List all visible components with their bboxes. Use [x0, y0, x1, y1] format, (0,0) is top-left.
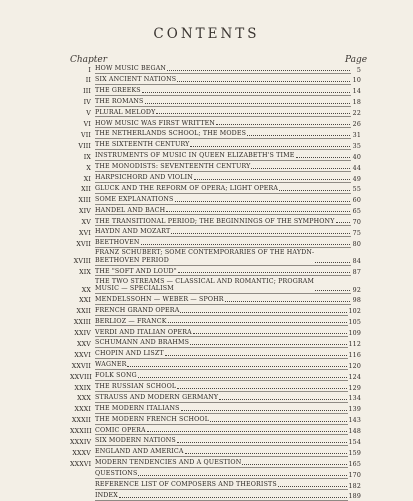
entry-title-underline: [95, 372, 348, 381]
entry-title-underline: [95, 174, 351, 183]
page-number: 5: [356, 66, 361, 74]
chapter-number: XXIII: [73, 319, 91, 327]
entry-title-underline: [95, 405, 348, 414]
dot-leader: [175, 201, 350, 202]
chapter-title: THE ROMANS: [95, 97, 144, 105]
entry-title-underline: [95, 470, 348, 479]
chapter-number: XV: [81, 219, 91, 227]
dot-leader: [336, 222, 350, 223]
entry-title-underline: [95, 437, 348, 446]
toc-entry: [70, 425, 361, 436]
entry-title-cell: [95, 470, 361, 479]
chapter-number: IV: [83, 99, 91, 107]
chapter-title: BEETHOVEN: [95, 239, 140, 247]
chapter-number: XXI: [79, 297, 91, 305]
dot-leader: [145, 103, 350, 104]
page-number: 182: [348, 482, 361, 490]
toc-entry: [70, 63, 361, 74]
entry-title-underline: [95, 98, 351, 107]
entry-title-underline: [95, 296, 351, 305]
contents-list: [70, 63, 361, 501]
toc-entry: [70, 403, 361, 414]
chapter-title: THE TRANSITIONAL PERIOD; THE BEGINNINGS OF THE SYMPHONY: [95, 217, 335, 225]
dot-leader: [315, 290, 350, 291]
page-number: 40: [352, 153, 361, 161]
contents-heading: CONTENTS: [153, 26, 260, 42]
entry-title-underline: [95, 329, 348, 338]
dot-leader: [190, 146, 350, 147]
dot-leader: [138, 377, 347, 378]
dot-leader: [251, 168, 350, 169]
page-number: 170: [348, 471, 361, 479]
page-number: 124: [348, 373, 361, 381]
entry-title-cell: [95, 239, 361, 248]
chapter-title: SIX ANCIENT NATIONS: [95, 75, 177, 83]
toc-entry: [70, 237, 361, 248]
entry-title-underline: [95, 185, 351, 194]
toc-entry: [70, 468, 361, 479]
dot-leader: [210, 421, 346, 422]
toc-entry: [70, 490, 361, 501]
dot-leader: [216, 124, 350, 125]
dot-leader: [279, 190, 350, 191]
chapter-number: XI: [83, 175, 91, 183]
entry-title-cell: [95, 174, 361, 183]
chapter-number: XVIII: [73, 258, 91, 266]
entry-title-cell: [95, 307, 361, 316]
entry-title-cell: [95, 437, 361, 446]
entry-title-underline: [95, 350, 348, 359]
page-number: 26: [352, 121, 361, 129]
toc-entry: [70, 359, 361, 370]
toc-entry: [70, 150, 361, 161]
chapter-number: XIX: [79, 269, 91, 277]
chapter-title: SIX MODERN NATIONS: [95, 437, 176, 445]
dot-leader: [166, 211, 350, 212]
entry-title-cell: [95, 448, 361, 457]
entry-title-underline: [95, 394, 348, 403]
page-number: 102: [348, 308, 361, 316]
dot-leader: [190, 344, 346, 345]
entry-title-cell: [95, 218, 361, 227]
toc-entry: [70, 276, 361, 293]
page-number: 112: [348, 340, 361, 348]
dot-leader: [177, 388, 346, 389]
entry-title-underline: [95, 130, 351, 139]
entry-title-underline: [95, 268, 351, 277]
entry-title-cell: [95, 249, 361, 265]
entry-title-underline: [95, 109, 351, 118]
entry-title-cell: [95, 120, 361, 129]
entry-title-cell: [95, 416, 361, 425]
chapter-number: VIII: [78, 142, 91, 150]
dot-leader: [165, 355, 347, 356]
chapter-title: PLURAL MELODY: [95, 108, 156, 116]
entry-title-cell: [95, 152, 361, 161]
chapter-number: XXXIV: [70, 438, 92, 446]
chapter-title: MODERN TENDENCIES AND A QUESTION: [95, 459, 242, 467]
dot-leader: [185, 453, 347, 454]
toc-entry: [70, 305, 361, 316]
entry-title-underline: [95, 196, 351, 205]
entry-title-underline: [95, 87, 351, 96]
dot-leader: [141, 244, 350, 245]
page-number: 87: [352, 269, 361, 277]
chapter-number: XXV: [77, 340, 91, 348]
toc-entry: [70, 370, 361, 381]
entry-title-cell: [95, 76, 361, 85]
entry-title-cell: [95, 405, 361, 414]
dot-leader: [177, 442, 347, 443]
dot-leader: [156, 113, 350, 114]
toc-entry: [70, 446, 361, 457]
chapter-title: FRENCH GRAND OPERA: [95, 306, 180, 314]
entry-title-cell: [95, 318, 361, 327]
entry-title-underline: [95, 65, 351, 74]
chapter-number: XXX: [77, 395, 91, 403]
entry-title-underline: [95, 207, 351, 216]
page-number: 10: [352, 77, 361, 85]
toc-entry: [70, 205, 361, 216]
entry-title-cell: [95, 492, 361, 501]
entry-title-underline: [95, 361, 348, 370]
entry-title-underline: [95, 318, 348, 327]
entry-title-cell: [95, 339, 361, 348]
page-number: 65: [352, 208, 361, 216]
dot-leader: [247, 135, 350, 136]
dot-leader: [225, 301, 350, 302]
chapter-title: REFERENCE LIST OF COMPOSERS AND THEORISTS: [95, 481, 277, 489]
toc-entry: [70, 248, 361, 265]
entry-title-underline: [95, 249, 351, 265]
entry-title-underline: [95, 141, 351, 150]
toc-entry: [70, 337, 361, 348]
dot-leader: [181, 410, 347, 411]
page-number: 189: [348, 493, 361, 501]
chapter-title: HOW MUSIC BEGAN: [95, 65, 167, 73]
dot-leader: [171, 233, 350, 234]
entry-title-cell: [95, 87, 361, 96]
toc-entry: [70, 414, 361, 425]
entry-title-cell: [95, 268, 361, 277]
page-number: 116: [348, 351, 361, 359]
chapter-title: WAGNER: [95, 361, 127, 369]
dot-leader: [278, 486, 347, 487]
toc-entry: [70, 326, 361, 337]
page-number: 55: [352, 186, 361, 194]
page-number: 165: [348, 460, 361, 468]
entry-title-cell: [95, 207, 361, 216]
toc-entry: [70, 479, 361, 490]
dot-leader: [194, 179, 350, 180]
toc-entry: [70, 226, 361, 237]
page-number: 159: [348, 449, 361, 457]
chapter-title: SCHUMANN AND BRAHMS: [95, 339, 190, 347]
toc-entry: [70, 392, 361, 403]
dot-leader: [127, 366, 346, 367]
toc-entry: [70, 172, 361, 183]
chapter-number: XXIV: [74, 330, 91, 338]
dot-leader: [315, 262, 350, 263]
entry-title-underline: [95, 339, 348, 348]
entry-title-underline: [95, 416, 348, 425]
entry-title-underline: [95, 383, 348, 392]
page-number: 44: [352, 164, 361, 172]
entry-title-cell: [95, 228, 361, 237]
entry-title-underline: [95, 278, 351, 294]
page-number: 134: [348, 395, 361, 403]
chapter-title: VERDI AND ITALIAN OPERA: [95, 328, 192, 336]
entry-title-underline: [95, 307, 348, 316]
toc-entry: [70, 183, 361, 194]
entry-title-cell: [95, 481, 361, 490]
entry-title-underline: [95, 427, 348, 436]
toc-entry: [70, 85, 361, 96]
chapter-number: XXVI: [74, 351, 91, 359]
chapter-number: VII: [81, 131, 91, 139]
dot-leader: [138, 475, 346, 476]
entry-title-cell: [95, 296, 361, 305]
entry-title-underline: [95, 120, 351, 129]
page-number: 120: [348, 362, 361, 370]
toc-entry: [70, 74, 361, 85]
chapter-number: XXXIII: [70, 428, 92, 436]
chapter-number: V: [86, 110, 91, 118]
chapter-title: FOLK SONG: [95, 372, 137, 380]
entry-title-underline: [95, 76, 351, 85]
chapter-title: GLUCK AND THE REFORM OF OPERA; LIGHT OPERA: [95, 184, 279, 192]
chapter-title: ENGLAND AND AMERICA: [95, 448, 184, 456]
chapter-number: III: [83, 88, 91, 96]
chapter-number: XXXVI: [70, 460, 92, 468]
chapter-number: X: [86, 164, 91, 172]
chapter-title: THE MONODISTS: SEVENTEENTH CENTURY: [95, 163, 251, 171]
entry-title-cell: [95, 350, 361, 359]
entry-title-cell: [95, 383, 361, 392]
chapter-number: XVII: [76, 240, 91, 248]
dot-leader: [242, 464, 346, 465]
chapter-title: QUESTIONS: [95, 470, 138, 478]
chapter-title: HARPSICHORD AND VIOLIN: [95, 174, 193, 181]
chapter-number: XXXII: [71, 417, 91, 425]
entry-title-cell: [95, 459, 361, 468]
chapter-title: THE TWO STREAMS — CLASSICAL AND ROMANTIC; PROGRAM MUSIC — SPECIALISM: [95, 277, 315, 293]
toc-entry: [70, 107, 361, 118]
page-number: 143: [348, 417, 361, 425]
entry-title-cell: [95, 427, 361, 436]
chapter-number: XXVIII: [70, 373, 92, 381]
page-number: 154: [348, 438, 361, 446]
chapter-number: XII: [81, 186, 91, 194]
dot-leader: [142, 92, 350, 93]
chapter-title: HAYDN AND MOZART: [95, 228, 171, 236]
chapter-number: IX: [83, 153, 91, 161]
entry-title-underline: [95, 459, 348, 468]
chapter-title: THE GREEKS: [95, 86, 141, 94]
entry-title-underline: [95, 152, 351, 161]
entry-title-cell: [95, 372, 361, 381]
page-number: 109: [348, 330, 361, 338]
entry-title-underline: [95, 481, 348, 490]
page-number: 98: [352, 297, 361, 305]
toc-entry: [70, 161, 361, 172]
entry-title-underline: [95, 492, 348, 501]
page-number: 60: [352, 197, 361, 205]
dot-leader: [193, 333, 347, 334]
toc-entry: [70, 266, 361, 277]
chapter-title: CHOPIN AND LISZT: [95, 350, 164, 358]
chapter-title: THE NETHERLANDS SCHOOL; THE MODES: [95, 130, 247, 138]
page-number: 139: [348, 406, 361, 414]
dot-leader: [178, 272, 350, 273]
entry-title-cell: [95, 361, 361, 370]
toc-entry: [70, 96, 361, 107]
page-number: 129: [348, 384, 361, 392]
toc-entry: [70, 215, 361, 226]
page-column-label: Page: [345, 55, 368, 65]
chapter-number: VI: [83, 121, 91, 129]
entry-title-cell: [95, 185, 361, 194]
toc-entry: [70, 316, 361, 327]
page-number: 49: [352, 175, 361, 183]
chapter-number: XX: [81, 286, 91, 294]
chapter-title: HOW MUSIC WAS FIRST WRITTEN: [95, 119, 216, 127]
chapter-number: XXII: [76, 308, 91, 316]
page-number: 75: [352, 229, 361, 237]
chapter-title: THE MODERN ITALIANS: [95, 404, 180, 412]
toc-entry: [70, 348, 361, 359]
dot-leader: [167, 70, 350, 71]
dot-leader: [180, 312, 346, 313]
chapter-title: INSTRUMENTS OF MUSIC IN QUEEN ELIZABETH'S TIME: [95, 152, 295, 160]
entry-title-cell: [95, 65, 361, 74]
entry-title-cell: [95, 329, 361, 338]
chapter-title: COMIC OPERA: [95, 426, 146, 434]
chapter-number: XXXV: [72, 449, 91, 457]
chapter-title: THE MODERN FRENCH SCHOOL: [95, 415, 210, 423]
toc-entry: [70, 194, 361, 205]
dot-leader: [219, 399, 346, 400]
entry-title-cell: [95, 109, 361, 118]
chapter-title: THE "SOFT AND LOUD": [95, 267, 177, 275]
chapter-number: I: [88, 66, 91, 74]
chapter-title: THE SIXTEENTH CENTURY: [95, 141, 190, 149]
entry-title-underline: [95, 448, 348, 457]
chapter-number: XIV: [79, 208, 91, 216]
toc-entry: [70, 435, 361, 446]
entry-title-cell: [95, 141, 361, 150]
entry-title-underline: [95, 239, 351, 248]
chapter-title: MENDELSSOHN — WEBER — SPOHR: [95, 295, 224, 303]
chapter-number: XXXI: [74, 406, 91, 414]
toc-entry: [70, 381, 361, 392]
entry-title-cell: [95, 98, 361, 107]
dot-leader: [177, 81, 350, 82]
dot-leader: [147, 431, 347, 432]
chapter-title: STRAUSS AND MODERN GERMANY: [95, 393, 219, 401]
chapter-title: BERLIOZ — FRANCK: [95, 317, 167, 325]
page-number: 22: [352, 110, 361, 118]
toc-entry: [70, 139, 361, 150]
chapter-number: XVI: [79, 229, 91, 237]
dot-leader: [168, 322, 347, 323]
page-number: 14: [352, 88, 361, 96]
entry-title-cell: [95, 163, 361, 172]
chapter-number: XIII: [78, 197, 91, 205]
entry-title-cell: [95, 278, 361, 294]
page-number: 35: [352, 142, 361, 150]
dot-leader: [296, 157, 351, 158]
chapter-column-label: Chapter: [70, 55, 108, 65]
entry-title-underline: [95, 228, 351, 237]
chapter-number: XXIX: [74, 384, 91, 392]
page-number: 84: [352, 258, 361, 266]
chapter-title: SOME EXPLANATIONS: [95, 195, 174, 203]
chapter-title: INDEX: [95, 491, 118, 499]
page-number: 148: [348, 428, 361, 436]
page-number: 105: [348, 319, 361, 327]
page-number: 92: [352, 286, 361, 294]
toc-entry: [70, 117, 361, 128]
entry-title-underline: [95, 218, 351, 227]
chapter-title: THE RUSSIAN SCHOOL: [95, 383, 177, 391]
chapter-title: HANDEL AND BACH: [95, 206, 166, 214]
toc-entry: [70, 294, 361, 305]
page-number: 70: [352, 219, 361, 227]
chapter-title: FRANZ SCHUBERT; SOME CONTEMPORARIES OF THE HAYDN- BEETHOVEN PERIOD: [95, 249, 315, 264]
entry-title-cell: [95, 196, 361, 205]
page-number: 31: [352, 131, 361, 139]
chapter-number: II: [85, 77, 91, 85]
toc-entry: [70, 128, 361, 139]
page-number: 80: [352, 240, 361, 248]
page-number: 18: [352, 99, 361, 107]
toc-entry: [70, 457, 361, 468]
chapter-number: XXVII: [71, 362, 91, 370]
entry-title-underline: [95, 163, 351, 172]
entry-title-cell: [95, 130, 361, 139]
entry-title-cell: [95, 394, 361, 403]
dot-leader: [119, 497, 347, 498]
